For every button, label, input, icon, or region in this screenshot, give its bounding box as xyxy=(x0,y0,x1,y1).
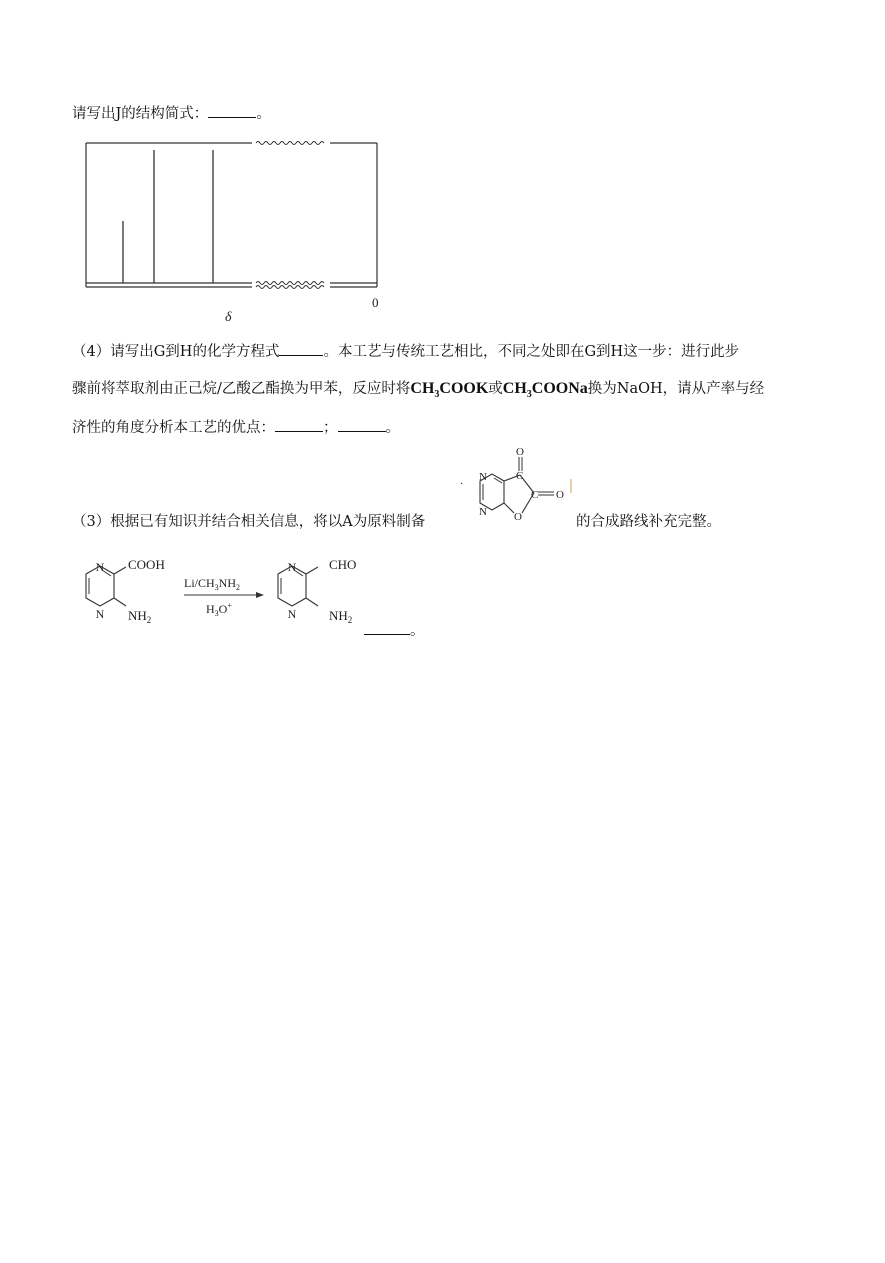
answer-blank-route[interactable] xyxy=(364,620,410,635)
svg-text:N: N xyxy=(95,560,105,574)
svg-text:O: O xyxy=(556,489,564,501)
svg-text:C: C xyxy=(531,489,539,501)
answer-blank-advantage-1[interactable] xyxy=(275,417,323,432)
svg-text:N: N xyxy=(287,607,297,621)
svg-text:H3O+: $H_3O^+$ xyxy=(206,601,232,618)
svg-text:NH2: $NH_2$ xyxy=(128,608,152,625)
question-4-line-1: （4）请写出G到H的化学方程式 。本工艺与传统工艺相比，不同之处即在G到H这一步：进行此步 xyxy=(72,341,739,362)
scheme-answer-line: 。 xyxy=(364,620,425,641)
question-j: 请写出J的结构简式： 。 xyxy=(72,103,271,124)
nmr-zero-label: 0 xyxy=(372,295,379,310)
answer-blank-advantage-2[interactable] xyxy=(338,417,386,432)
question-3-text-a: （3）根据已有知识并结合相关信息，将以A为原料制备 xyxy=(72,514,426,530)
reaction-scheme xyxy=(76,550,376,630)
formula-ch3cook: $CH_3COOK$ xyxy=(410,380,489,401)
nmr-delta-label: δ xyxy=(225,310,232,325)
question-j-text: 请写出J的结构简式： xyxy=(72,106,209,122)
nmr-spectrum xyxy=(80,135,390,325)
svg-text:·: · xyxy=(460,479,464,490)
svg-text:COOH: COOH xyxy=(128,557,165,572)
svg-text:N: N xyxy=(95,607,105,621)
question-4-line-2: 骤前将萃取剂由正己烷/乙酸乙酯换为甲苯，反应时将$CH_3COOK$或$CH_3COONa$换为NaOH，请从产率与经 xyxy=(72,380,765,401)
svg-text:N: N xyxy=(479,506,487,518)
answer-blank-equation[interactable] xyxy=(279,341,323,356)
answer-blank[interactable] xyxy=(208,103,256,118)
svg-text:Li/CH3NH2: $Li/CH_3NH_2$ xyxy=(184,576,241,592)
svg-text:O: O xyxy=(516,446,524,458)
question-3-text-b: 的合成路线补充完整。 xyxy=(576,514,721,530)
target-product-structure xyxy=(458,443,578,533)
svg-text:N: N xyxy=(287,560,297,574)
question-4-line-3: 济性的角度分析本工艺的优点： ； 。 xyxy=(72,417,400,438)
svg-text:O: O xyxy=(514,511,522,523)
formula-ch3coona: $CH_3COONa$ xyxy=(502,380,588,401)
svg-text:CHO: CHO xyxy=(329,557,357,572)
svg-text:NH2: $NH_2$ xyxy=(329,608,353,625)
svg-text:C: C xyxy=(516,470,524,482)
svg-text:N: N xyxy=(479,471,487,483)
